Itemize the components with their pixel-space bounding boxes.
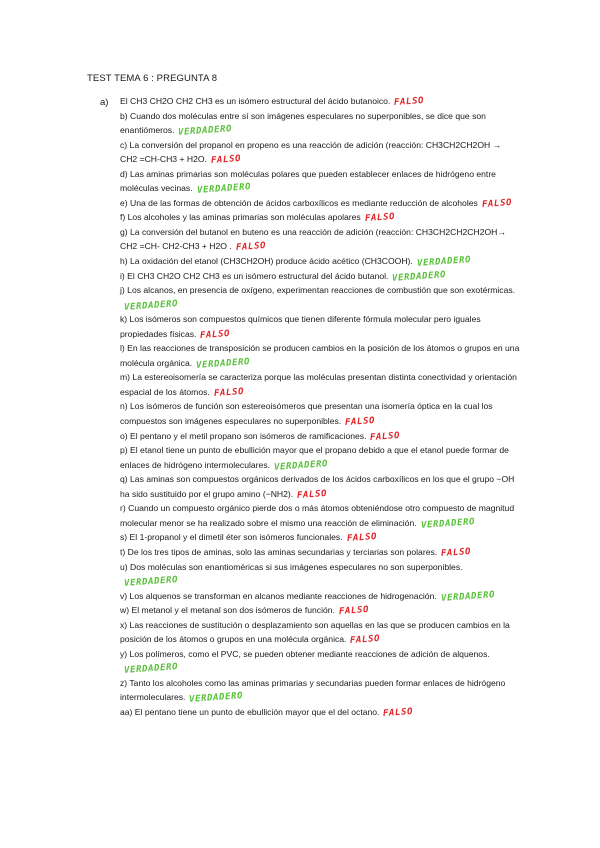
- section-label: a): [100, 97, 109, 108]
- handwritten-verdadero-mark: VERDADERO: [178, 124, 233, 138]
- statement-item: [120, 196, 520, 211]
- handwritten-falso-mark: FALSO: [200, 328, 231, 341]
- statement-text: w) El metanol y el metanal son dos isómeros de función.: [120, 605, 335, 616]
- statement-text: q) Las aminas son compuestos orgánicos derivados de los ácidos carboxílicos en los que el grupo −OH ha sido sustituido por el grupo amino (−NH2).: [120, 474, 515, 499]
- statement-item: [120, 138, 520, 167]
- statement-item: [120, 254, 520, 269]
- handwritten-verdadero-mark: VERDADERO: [273, 458, 329, 473]
- handwritten-falso-mark: FALSO: [210, 154, 242, 167]
- handwritten-falso-mark: FALSO: [481, 197, 513, 210]
- statement-text: aa) El pentano tiene un punto de ebullición mayor que el del octano.: [120, 706, 380, 717]
- statement-text: u) Dos moléculas son enantioméricas si sus imágenes especulares no son superponibles.: [120, 561, 463, 572]
- handwritten-falso-mark: FALSO: [296, 488, 328, 501]
- statement-item: [120, 618, 520, 647]
- statement-item: [120, 530, 520, 545]
- statement-text: h) La oxidación del etanol (CH3CH2OH) produce ácido acético (CH3COOH).: [120, 256, 413, 267]
- handwritten-verdadero-mark: VERDADERO: [123, 662, 179, 677]
- handwritten-falso-mark: FALSO: [370, 430, 401, 443]
- statement-text: y) Los polímeros, como el PVC, se pueden obtener mediante reacciones de adición de alquenos.: [120, 648, 490, 659]
- statement-item: [120, 94, 520, 109]
- handwritten-verdadero-mark: VERDADERO: [195, 356, 251, 371]
- handwritten-verdadero-mark: VERDADERO: [189, 691, 244, 706]
- statement-text: l) En las reacciones de transposición se producen cambios en la posición de los átomos o grupos en una molécula orgánica.: [120, 343, 520, 368]
- handwritten-falso-mark: FALSO: [338, 605, 370, 618]
- statement-text: m) La estereoisomería se caracteriza porque las moléculas presentan distinta conectividad y orientación espacial de los átomos.: [120, 372, 517, 397]
- handwritten-verdadero-mark: VERDADERO: [196, 182, 252, 197]
- statement-item: [120, 210, 520, 225]
- handwritten-verdadero-mark: VERDADERO: [440, 589, 496, 604]
- statement-list: [120, 94, 520, 720]
- statement-item: [120, 472, 520, 501]
- statement-item: [120, 501, 520, 530]
- statement-text: j) Los alcanos, en presencia de oxígeno, experimentan reacciones de combustión que son exotérmicas.: [120, 285, 516, 296]
- handwritten-falso-mark: FALSO: [344, 415, 376, 429]
- handwritten-verdadero-mark: VERDADERO: [416, 255, 472, 269]
- statement-item: [120, 589, 520, 604]
- handwritten-falso-mark: FALSO: [394, 95, 425, 109]
- statement-item: [120, 399, 520, 428]
- statement-item: [120, 429, 520, 444]
- handwritten-falso-mark: FALSO: [235, 241, 267, 254]
- statement-text: r) Cuando un compuesto orgánico pierde dos o más átomos obteniéndose otro compuesto de magnitud molecular menor se ha realizado sobre el mismo una reacción de eliminación.: [120, 503, 515, 528]
- statement-text: v) Los alquenos se transforman en alcanos mediante reacciones de hidrogenación.: [120, 590, 437, 601]
- statement-text: g) La conversión del butanol en buteno es una reacción de adición (reacción: CH3CH2CH2CH2OH→ CH2 =CH- CH2-CH3 + H2O .: [120, 226, 506, 252]
- statement-text: t) De los tres tipos de aminas, solo las aminas secundarias y terciarias son polares.: [120, 546, 438, 557]
- handwritten-verdadero-mark: VERDADERO: [123, 298, 179, 313]
- handwritten-verdadero-mark: VERDADERO: [123, 575, 179, 589]
- statement-text: k) Los isómeros son compuestos químicos que tienen diferente fórmula molecular pero iguales propiedades físicas.: [120, 314, 481, 339]
- statement-text: p) El etanol tiene un punto de ebullición mayor que el propano debido a que el etanol puede formar de enlaces de hidrógeno intermoleculares.: [120, 445, 509, 470]
- statement-text: e) Una de las formas de obtención de ácidos carboxílicos es mediante reducción de alcoholes: [120, 197, 478, 208]
- handwritten-falso-mark: FALSO: [440, 546, 472, 559]
- statement-item: [120, 312, 520, 341]
- statement-item: [120, 370, 520, 399]
- statement-text: z) Tanto los alcoholes como las aminas primarias y secundarias pueden formar enlaces de hidrógeno intermoleculares.: [120, 677, 506, 703]
- statement-text: c) La conversión del propanol en propeno es una reacción de adición (reacción: CH3CH2CH2OH → CH2 =CH-CH3 + H2O.: [120, 139, 502, 165]
- statement-text: x) Las reacciones de sustitución o desplazamiento son aquellas en las que se producen cambios en la posición de los átomos o grupos en una molécula orgánica.: [120, 619, 510, 645]
- handwritten-falso-mark: FALSO: [350, 634, 381, 647]
- statement-item: [120, 705, 520, 720]
- statement-item: [120, 603, 520, 618]
- statement-item: [120, 545, 520, 560]
- handwritten-falso-mark: FALSO: [364, 212, 396, 225]
- statement-text: b) Cuando dos moléculas entre sí son imágenes especulares no superponibles, se dice que son enantiómeros.: [120, 110, 486, 136]
- statement-item: [120, 676, 520, 705]
- statement-text: El CH3 CH2O CH2 CH3 es un isómero estructural del ácido butanoico.: [120, 96, 391, 106]
- statement-text: n) Los isómeros de función son estereoisómeros que presentan una isomería óptica en la cual los compuestos son imágenes especulares no superponibles.: [120, 401, 493, 427]
- statement-text: f) Los alcoholes y las aminas primarias son moléculas apolares: [120, 212, 361, 223]
- handwritten-falso-mark: FALSO: [346, 532, 377, 545]
- statement-text: o) El pentano y el metil propano son isómeros de ramificaciones.: [120, 430, 367, 441]
- page-title: TEST TEMA 6 : PREGUNTA 8: [87, 73, 218, 84]
- statement-item: [120, 341, 520, 370]
- statement-item: [120, 225, 520, 254]
- handwritten-verdadero-mark: VERDADERO: [420, 516, 476, 531]
- statement-item: [120, 647, 520, 676]
- statement-item: [120, 167, 520, 196]
- handwritten-verdadero-mark: VERDADERO: [392, 269, 447, 284]
- handwritten-falso-mark: FALSO: [383, 706, 414, 720]
- statement-item: [120, 443, 520, 472]
- statement-text: d) Las aminas primarias son moléculas polares que pueden establecer enlaces de hidrógeno entre moléculas vecinas.: [120, 168, 496, 194]
- statement-text: s) El 1-propanol y el dimetil éter son isómeros funcionales.: [120, 532, 343, 543]
- statement-item: [120, 283, 520, 312]
- statement-item: [120, 560, 520, 589]
- handwritten-falso-mark: FALSO: [213, 386, 245, 399]
- statement-item: [120, 109, 520, 138]
- statement-text: i) El CH3 CH2O CH2 CH3 es un isómero estructural del ácido butanol.: [120, 270, 389, 281]
- statement-item: [120, 269, 520, 284]
